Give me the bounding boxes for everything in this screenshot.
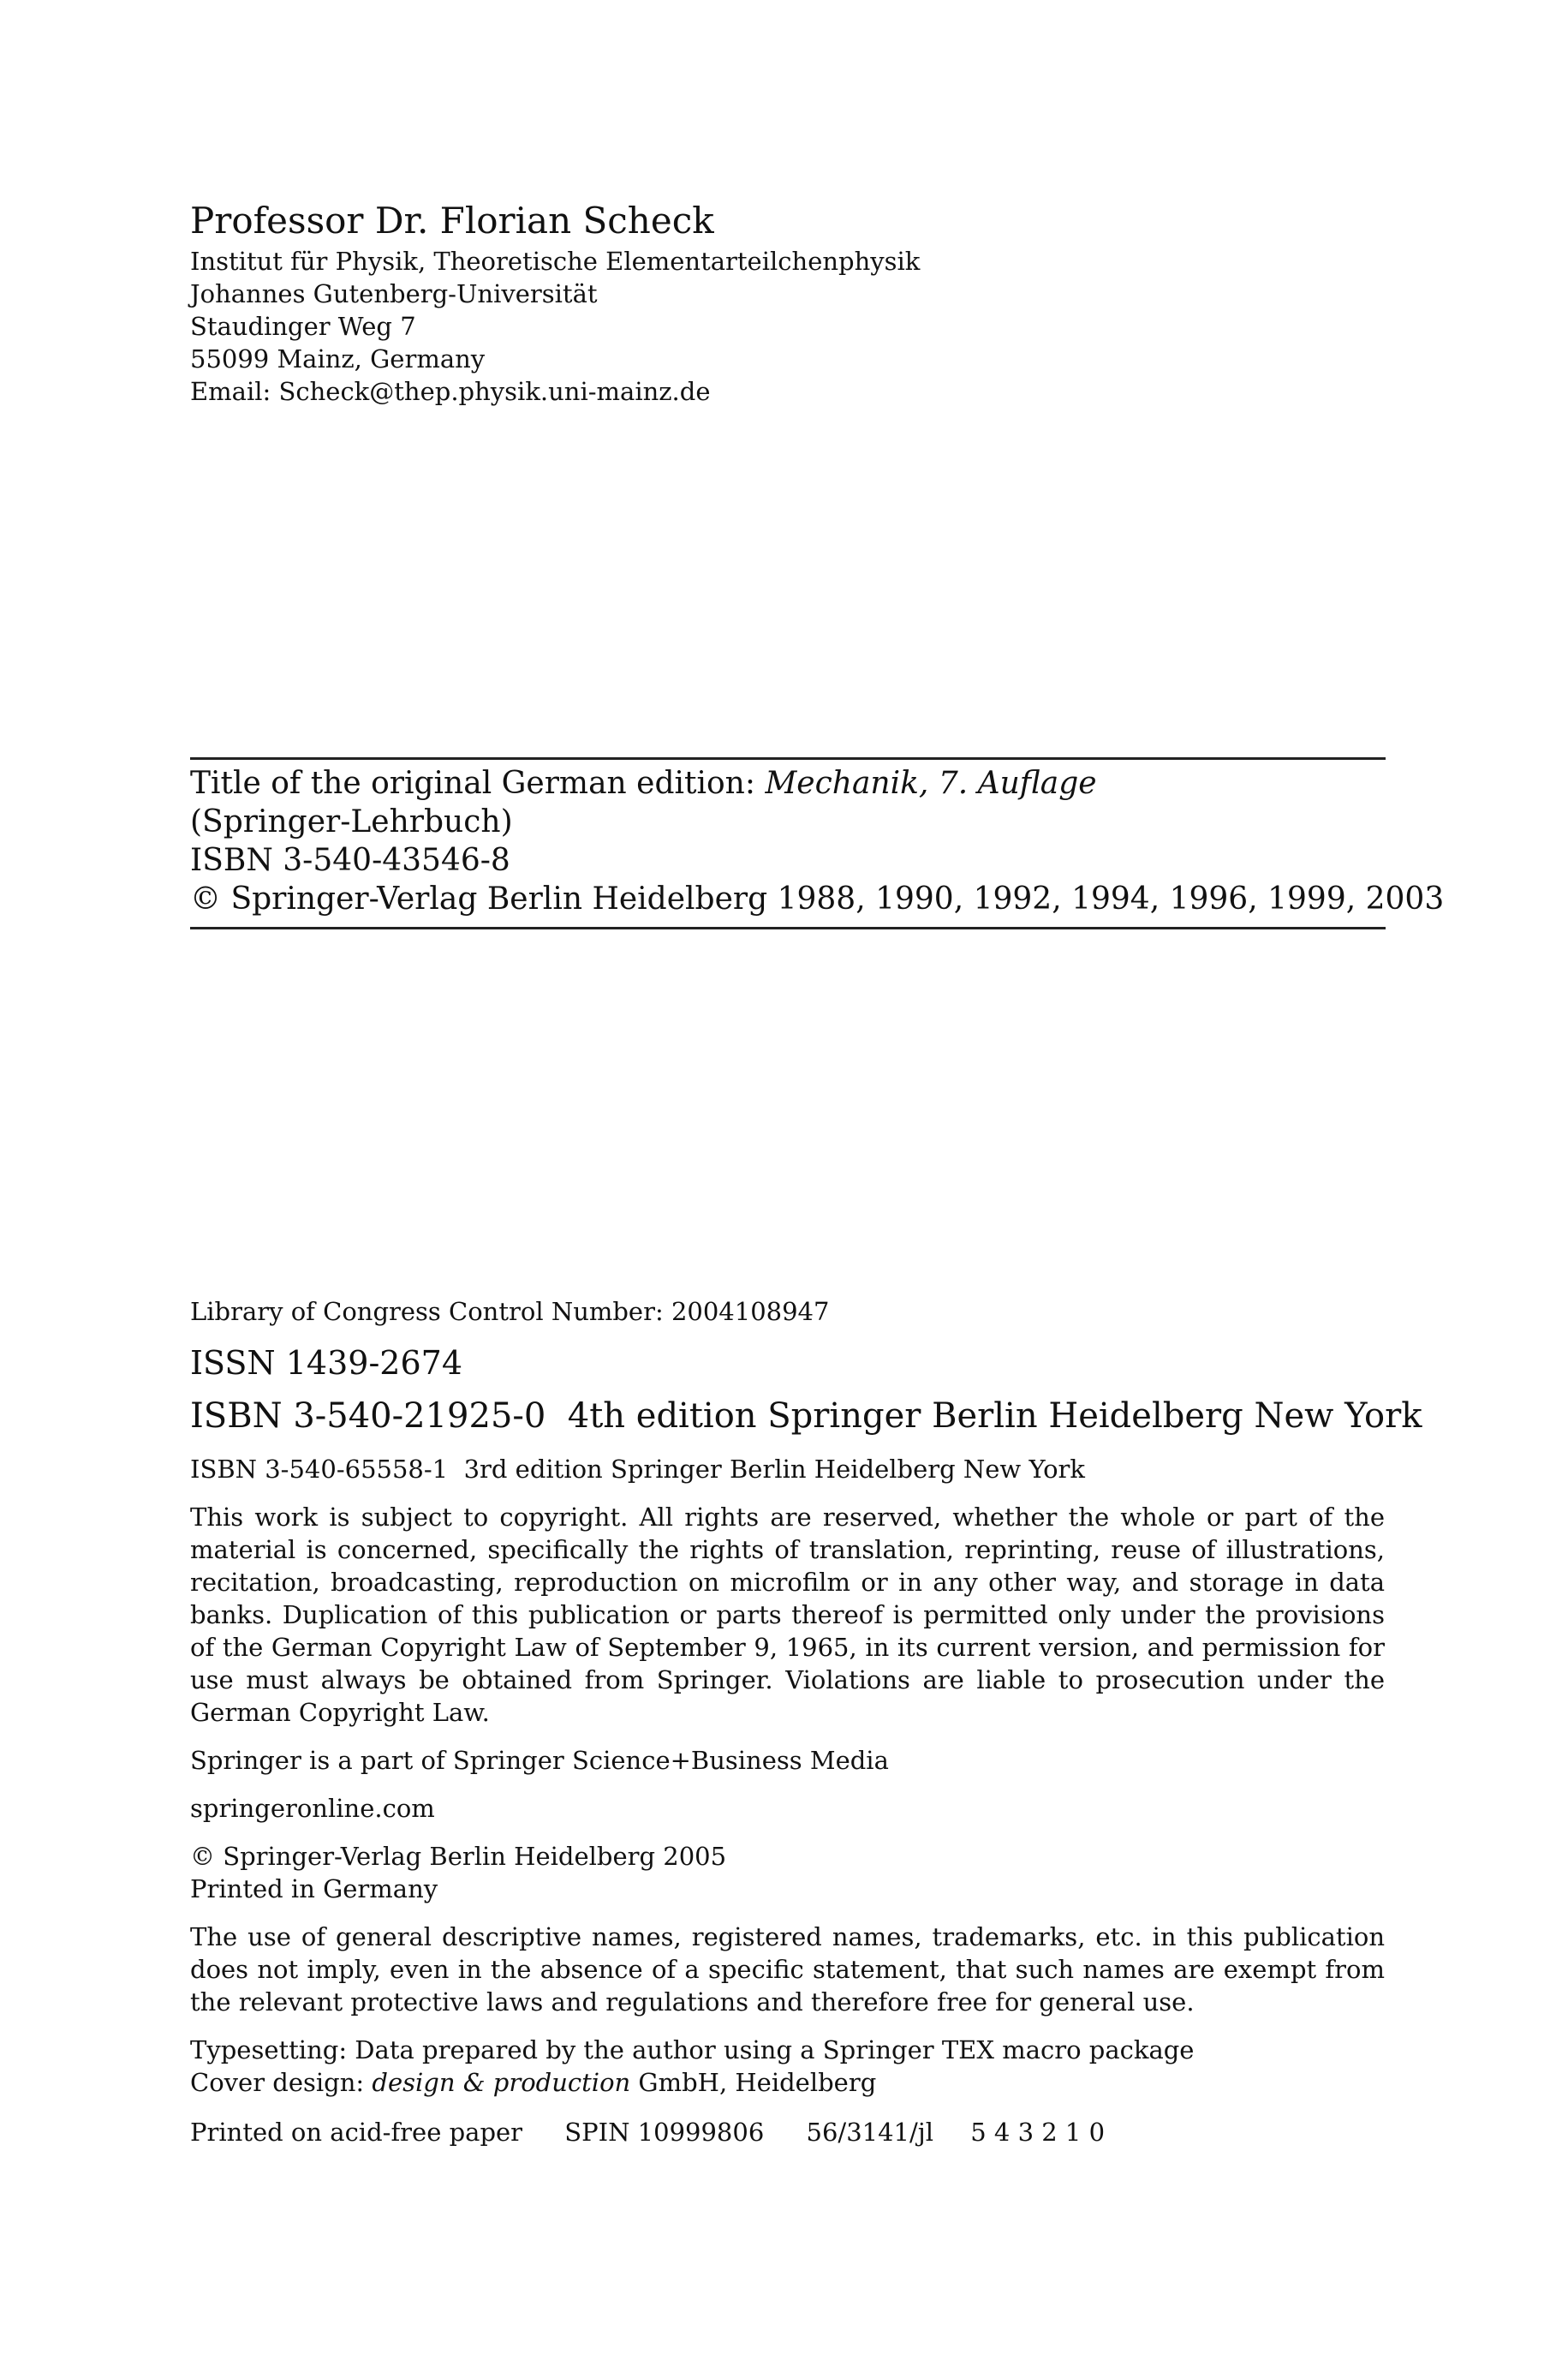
original-series: (Springer-Lehrbuch) bbox=[190, 804, 513, 839]
imprint-block bbox=[190, 1295, 1422, 2148]
top-divider bbox=[190, 757, 1386, 760]
copyright-2005: © Springer-Verlag Berlin Heidelberg 2005 bbox=[190, 1842, 727, 1871]
isbn-3rd-edition: ISBN 3-540-65558-1 3rd edition Springer Berlin Heidelberg New York bbox=[190, 1455, 1085, 1484]
print-run: 5 4 3 2 1 0 bbox=[970, 2118, 1106, 2147]
loc-control-number: Library of Congress Control Number: 2004108947 bbox=[190, 1297, 830, 1326]
original-edition-block bbox=[190, 764, 1445, 918]
typesetting: Typesetting: Data prepared by the author using a Springer TEX macro package bbox=[190, 2035, 1195, 2064]
author-institute: Institut für Physik, Theoretische Elementarteilchenphysik bbox=[190, 247, 921, 276]
trademark-notice: The use of general descriptive names, registered names, trademarks, etc. in this publication does not imply, even in the absence of a specific statement, that such names are exempt from the relevant protective laws and regulations and therefore free for general use. bbox=[190, 1922, 1385, 2017]
copyright-notice: This work is subject to copyright. All rights are reserved, whether the whole or part of the material is concerned, specifically the rights of translation, reprinting, reuse of illustrations, recitation, broadcasting, reproduction on microfilm or in any other way, and storage in data banks. Duplication of this publication or parts thereof is permitted only under the provisions of the German Copyright Law of September 9, 1965, in its current version, and permission for use must always be obtained from Springer. Violations are liable to prosecution under the German Copyright Law. bbox=[190, 1503, 1385, 1727]
cover-design bbox=[190, 2066, 1385, 2099]
springer-part: Springer is a part of Springer Science+Business Media bbox=[190, 1746, 889, 1775]
original-title-italic: Mechanik, 7. Auflage bbox=[765, 766, 1097, 801]
author-city: 55099 Mainz, Germany bbox=[190, 344, 486, 373]
author-email: Email: Scheck@thep.physik.uni-mainz.de bbox=[190, 377, 711, 406]
original-isbn: ISBN 3-540-43546-8 bbox=[190, 843, 510, 878]
author-street: Staudinger Weg 7 bbox=[190, 312, 416, 341]
acid-free-paper: Printed on acid-free paper bbox=[190, 2118, 523, 2147]
cover-italic: design & production bbox=[372, 2068, 631, 2097]
issn: ISSN 1439-2674 bbox=[190, 1344, 462, 1382]
printed-in: Printed in Germany bbox=[190, 1874, 438, 1903]
cover-suffix: GmbH, Heidelberg bbox=[630, 2068, 877, 2097]
author-name: Professor Dr. Florian Scheck bbox=[190, 200, 714, 242]
isbn-4th-edition: ISBN 3-540-21925-0 4th edition Springer Berlin Heidelberg New York bbox=[190, 1396, 1422, 1436]
original-title bbox=[190, 764, 1385, 803]
spin-number: SPIN 10999806 bbox=[564, 2118, 765, 2147]
author-university: Johannes Gutenberg-Universität bbox=[190, 279, 598, 308]
author-block bbox=[190, 197, 1385, 408]
print-code: 56/3141/jl bbox=[806, 2118, 934, 2147]
original-title-prefix: Title of the original German edition: bbox=[190, 766, 766, 801]
original-copyright: © Springer-Verlag Berlin Heidelberg 1988, 1990, 1992, 1994, 1996, 1999, 2003 bbox=[190, 881, 1445, 917]
bottom-divider bbox=[190, 927, 1386, 929]
cover-prefix: Cover design: bbox=[190, 2068, 373, 2097]
website: springeronline.com bbox=[190, 1794, 435, 1823]
printing-info bbox=[190, 2116, 1385, 2148]
